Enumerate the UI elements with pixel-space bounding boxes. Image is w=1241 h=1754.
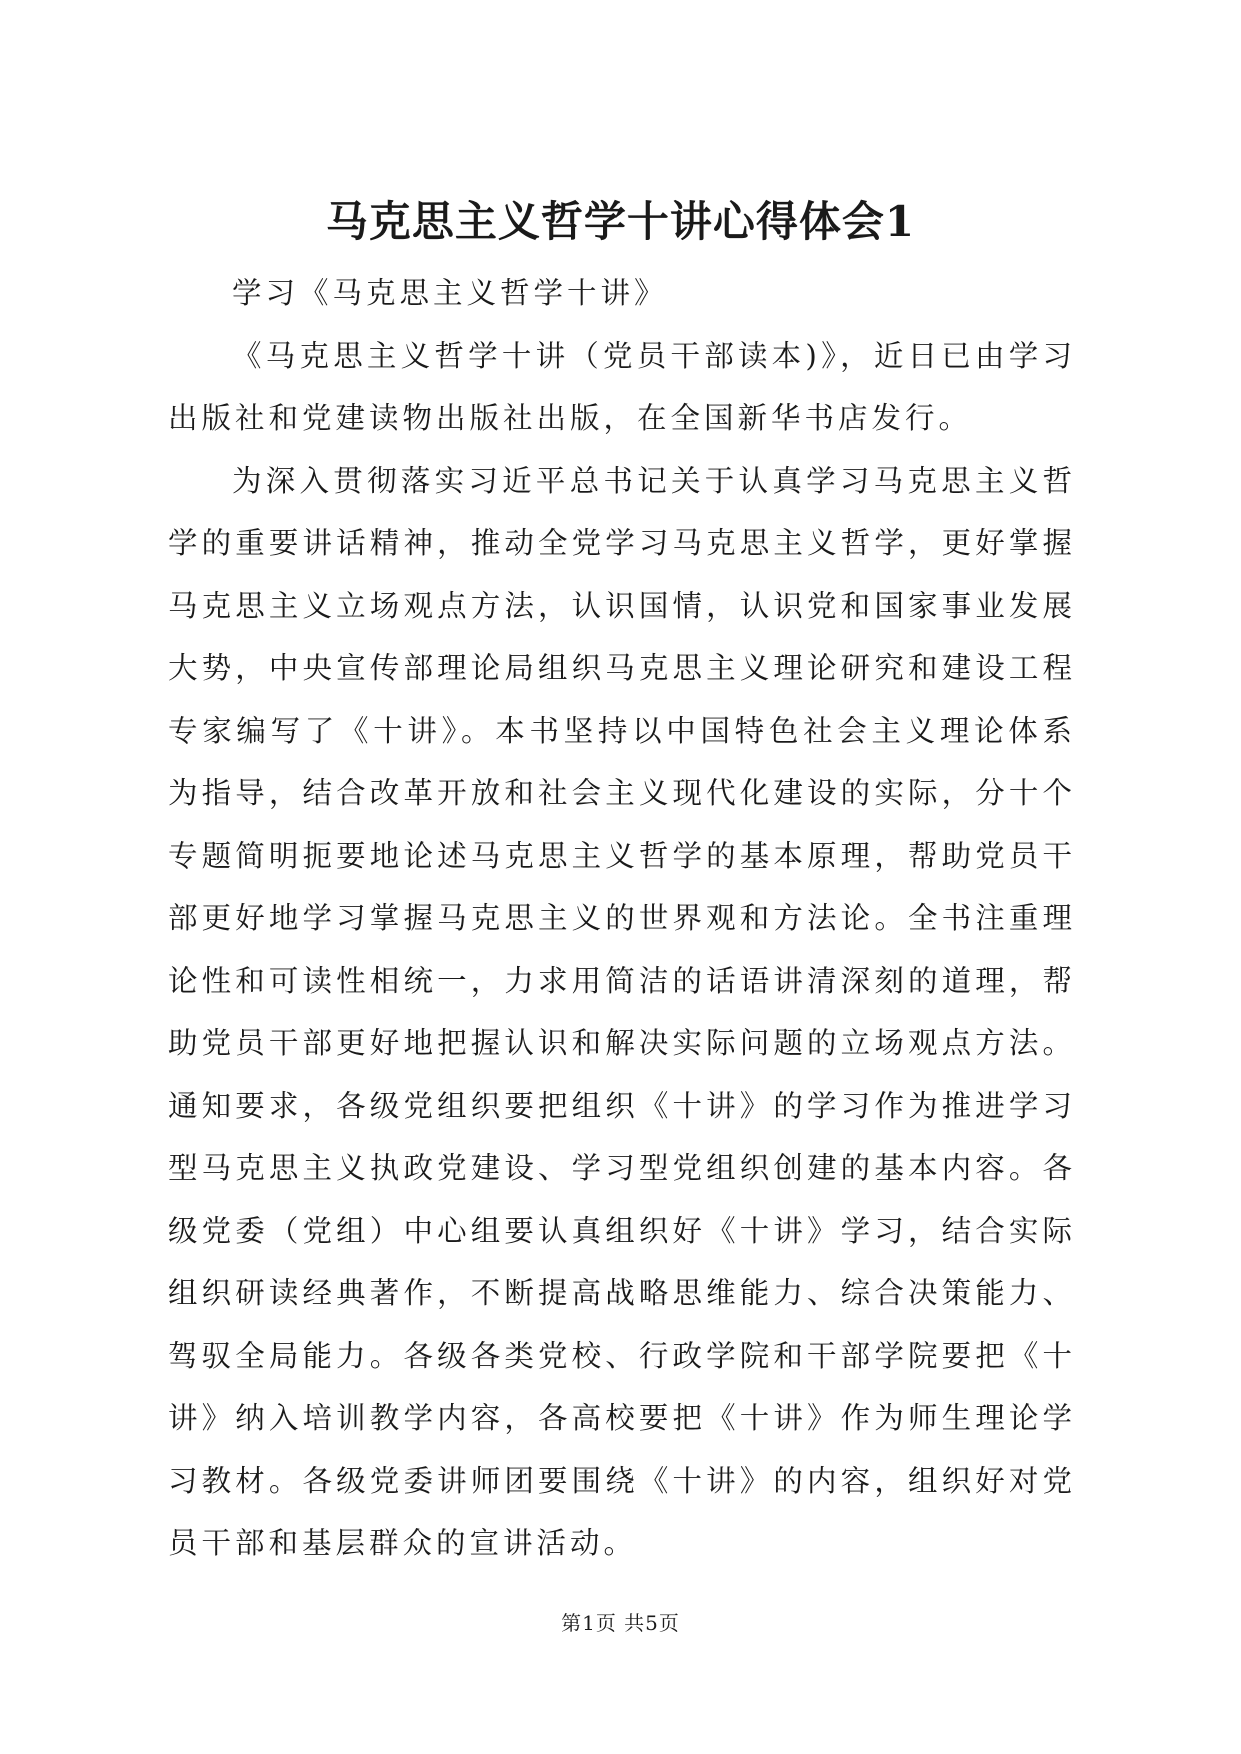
paragraph-subtitle: 学习《马克思主义哲学十讲》: [232, 276, 668, 310]
paragraph-publication: 《马克思主义哲学十讲（党员干部读本)》，近日已由学习出版社和党建读物出版社出版，在全国新华书店发行。: [168, 338, 1076, 435]
document-title: 马克思主义哲学十讲心得体会1: [325, 197, 916, 246]
paragraph-main: 为深入贯彻落实习近平总书记关于认真学习马克思主义哲学的重要讲话精神，推动全党学习马克思主义哲学，更好掌握马克思主义立场观点方法，认识国情，认识党和国家事业发展大势，中央宣传部理论局组织马克思主义理论研究和建设工程专家编写了《十讲》。本书坚持以中国特色社会主义理论体系为指导，结合改革开放和社会主义现代化建设的实际，分十个专题简明扼要地论述马克思主义哲学的基本原理，帮助党员干部更好地学习掌握马克思主义的世界观和方法论。全书注重理论性和可读性相统一，力求用简洁的话语讲清深刻的道理，帮助党员干部更好地把握认识和解决实际问题的立场观点方法。通知要求，各级党组织要把组织《十讲》的学习作为推进学习型马克思主义执政党建设、学习型党组织创建的基本内容。各级党委（党组）中心组要认真组织好《十讲》学习，结合实际组织研读经典著作，不断提高战略思维能力、综合决策能力、驾驭全局能力。各级各类党校、行政学院和干部学院要把《十讲》纳入培训教学内容，各高校要把《十讲》作为师生理论学习教材。各级党委讲师团要围绕《十讲》的内容，组织好对党员干部和基层群众的宣讲活动。: [168, 463, 1076, 1560]
document-body: [168, 262, 1076, 1575]
page-footer: 第1页 共5页: [561, 1611, 680, 1635]
